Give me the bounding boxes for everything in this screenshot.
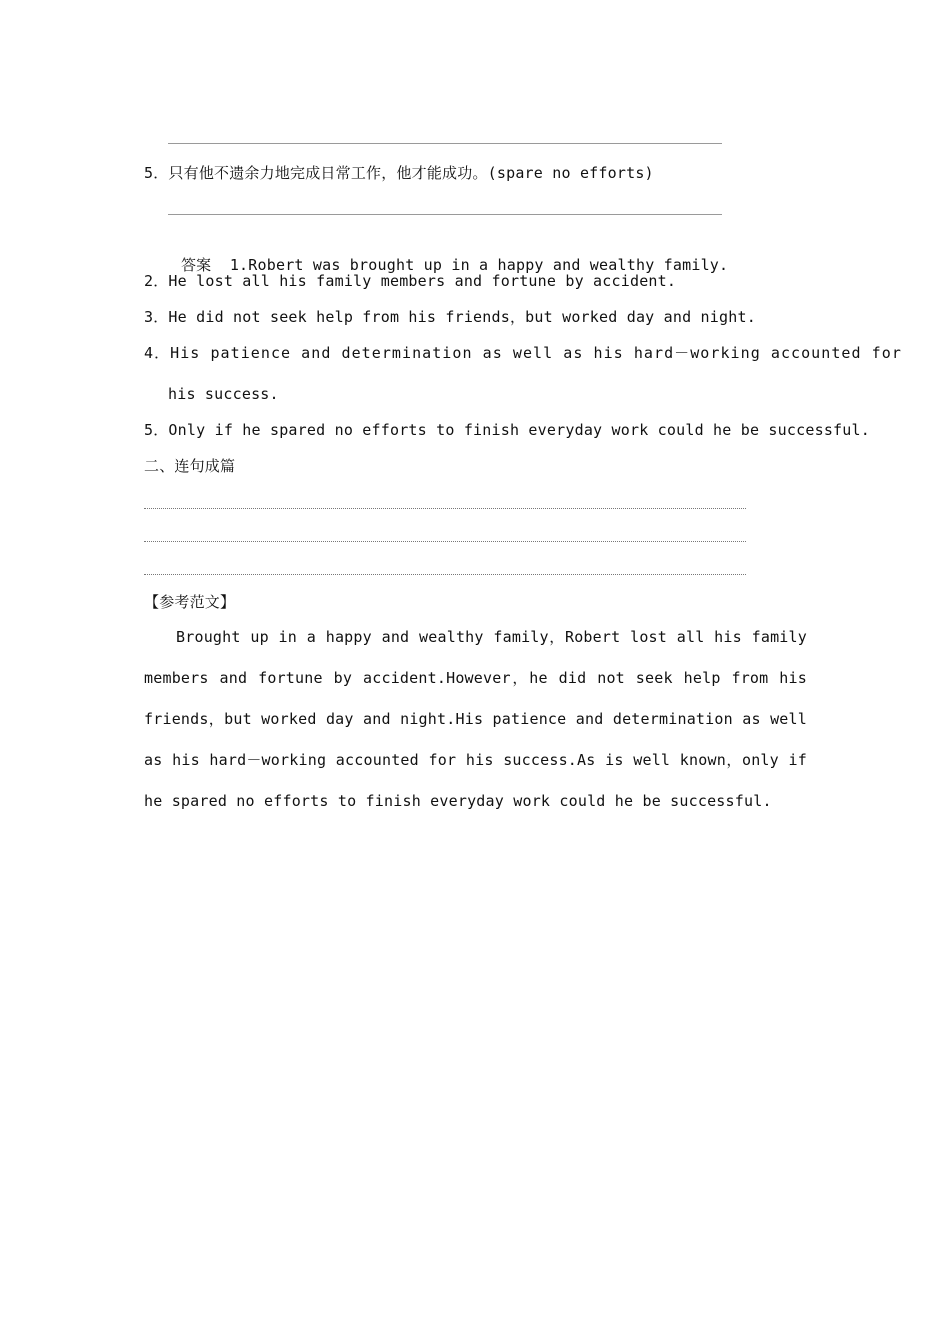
section-2-heading: 二、连句成篇 bbox=[144, 457, 236, 475]
writing-line-1 bbox=[144, 508, 746, 509]
reference-essay bbox=[144, 617, 807, 822]
writing-line-3 bbox=[144, 574, 746, 575]
answer-4-continued: his success. bbox=[168, 385, 279, 403]
answer-blank-line-4 bbox=[168, 143, 722, 144]
answer-3: 3．He did not seek help from his friends，but worked day and night. bbox=[144, 308, 756, 326]
reference-heading: 【参考范文】 bbox=[144, 593, 236, 611]
answer-5: 5．Only if he spared no efforts to finish everyday work could he be successful. bbox=[144, 421, 870, 439]
answer-4: 4．His patience and determination as well as his hard－working accounted for bbox=[144, 344, 902, 362]
question-5-prompt: 5．只有他不遗余力地完成日常工作，他才能成功。(spare no efforts) bbox=[144, 164, 654, 182]
reference-essay-text: Brought up in a happy and wealthy family，Robert lost all his family members and fortune by accident.However，he did not seek help from his friends，but worked day and night.His patience and determination as well as his hard－working accounted for his success.As is well known，only if he spared no efforts to finish everyday work could he be successful. bbox=[144, 628, 807, 810]
answer-blank-line-5 bbox=[168, 214, 722, 215]
answers-label: 答案 bbox=[180, 256, 212, 274]
writing-line-2 bbox=[144, 541, 746, 542]
answer-2: 2．He lost all his family members and fortune by accident. bbox=[144, 272, 677, 290]
answer-1: 1.Robert was brought up in a happy and wealthy family. bbox=[229, 256, 729, 274]
